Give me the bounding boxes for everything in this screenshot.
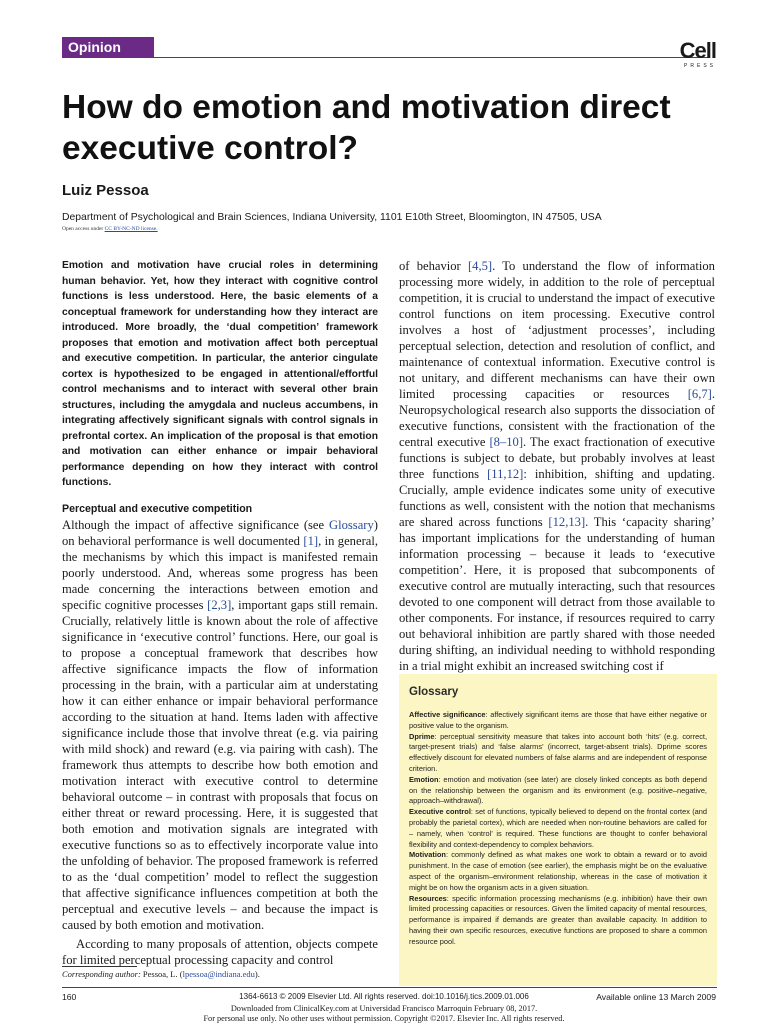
corresponding-author-note	[62, 969, 260, 979]
citation-link[interactable]: [8–10]	[489, 435, 524, 449]
body-paragraph-2: According to many proposals of attention, objects compete for limited perceptual processing capacity and control	[62, 936, 378, 967]
section-tag: Opinion	[62, 37, 154, 58]
text-run: : inhibition, shifting and updating. Crucially, ample evidence indicates some unity of executive functions as well, consistent with the notion that mechanisms are shared across functions	[399, 467, 716, 529]
left-column	[62, 258, 378, 968]
abstract: Emotion and motivation have crucial roles in determining human behavior. Yet, how they interact with cognitive control functions is less understood. Here, the basic elements of a conceptual framework for understanding how they interact are introduced. More broadly, the ‘dual competition’ framework proposes that emotion and motivation affect both perceptual and executive competition. In particular, the anterior cingulate cortex is hypothesized to be engaged in attentional/effortful control mechanisms and to interact with several other brain structures, including the amygdala and nucleus accumbens, in integrating affectively significant signals with control signals in prefrontal cortex. An implication of the proposal is that emotion and motivation can either enhance or impair behavioral performance depending on how they interact with control functions.	[62, 260, 378, 488]
glossary-definition: : perceptual sensitivity measure that takes into account both ‘hits’ (e.g. correct, target-present trials) and ‘false alarms’ (incorrect, target-absent trials). Dprime scores effectively discount for elevated numbers of false alarms and are independent of response criterion.	[409, 731, 707, 773]
citation-link[interactable]: [6,7]	[687, 387, 712, 401]
page-number: 160	[62, 992, 77, 1002]
glossary-box	[399, 674, 717, 986]
text-run: . This ‘capacity sharing’ has important implications for the understanding of human information processing – because it leads to ‘executive competition’. Here, it is proposed that subcomponents of executive control are mutually interacting, such that resources devoted to one component will detract from those available to other components. For instance, if resources required to carry out behavioral inhibition are partly shared with those needed during shifting, an individual needing to withhold responding in a trial might exhibit an increased switching cost if	[399, 515, 715, 673]
citation-link[interactable]: [11,12]	[487, 467, 524, 481]
footer-rule	[62, 987, 717, 988]
glossary-title: Glossary	[409, 686, 459, 698]
open-access-notice	[62, 226, 158, 232]
citation-link[interactable]: [1]	[303, 533, 319, 548]
right-column	[399, 258, 715, 674]
logo-text: Cell	[679, 38, 716, 63]
glossary-item	[409, 807, 707, 850]
glossary-definition: : affectively significant items are those that have either negative or positive value to the organism.	[409, 710, 707, 730]
author-affiliation: Department of Psychological and Brain Sciences, Indiana University, 1101 E10th Street, Bloomington, IN 47505, USA	[62, 212, 602, 223]
text-run: , in general, the mechanisms by which this impact is manifested remain poorly understood. And, whereas some progress has been made concerning the interactions between emotion and specific cognitive processes	[62, 533, 378, 612]
glossary-definition: : commonly defined as what makes one work to obtain a reward or to avoid punishment. In the case of emotion (see earlier), the emphasis might be on the evaluative aspect of the organism–environment relationship, whereas in the case of motivation it might be on how the organism acts in a given situation.	[409, 850, 707, 892]
glossary-item	[409, 894, 707, 948]
download-notice: Downloaded from ClinicalKey.com at Universidad Francisco Marroquin February 08, 2017.	[230, 1004, 538, 1013]
glossary-term: Executive control	[409, 807, 471, 817]
text-run: . To understand the flow of information processing more widely, in addition to the role of perceptual competition, it is crucial to understand the impact of executive control functions on item processing. Executive control involves a host of ‘adjustment processes’, including perceptual selection, detection and resolution of conflict, and maintenance of contextual information. Executive control is not unitary, and different mechanisms can have their own limited processing capacities or resources	[399, 259, 715, 401]
glossary-definition: : specific information processing mechanisms (e.g. inhibition) have their own limited processing capacities or resources. Given the limited capacity of mental resources, performance is impaired if demands are greater than available capacity. In addition to having their own specific resources, executive functions are proposed to share a common resource pool.	[409, 893, 707, 946]
body-paragraph-continued	[399, 258, 715, 674]
article-title: How do emotion and motivation direct executive control?	[62, 89, 671, 167]
doi-line: 1364-6613 © 2009 Elsevier Ltd. All rights reserved. doi:10.1016/j.tics.2009.01.006	[239, 992, 529, 1001]
text-run: , important gaps still remain. Crucially, relatively little is known about the role of affective significance in ‘executive control’ functions. Here, our goal is to propose a conceptual framework that describes how affective significance impacts the flow of information processing in the brain, with a particular aim at understating how it can either enhance or impair behavioral performance according to the situation at hand. Items laden with affective significance include those that involve threat (e.g. via pairing with mild shock) and reward (e.g. via pairing with cash). The framework thus attempts to describe how both emotion and motivation interact with executive control to determine behavioral outcome – in contrast with proposals that focus on either threat or reward processing. Here, it is suggested that both emotion and motivation signals are integrated with executive functions so as to effectively incorporate value into the unfolding of behavior. The proposed framework is referred to as the ‘dual competition’ model to reflect the suggestion that affective significance influences competition at both the perceptual and executive levels – and because the impact is caused by both emotion and motivation.	[62, 597, 378, 932]
online-date: Available online 13 March 2009	[596, 992, 716, 1002]
section-heading: Perceptual and executive competition	[62, 502, 253, 515]
text-run: ) on behavioral performance is well documented	[62, 517, 378, 548]
text-run: of behavior	[399, 259, 468, 273]
glossary-definition: : emotion and motivation (see later) are closely linked concepts as both depend on the relationship between the organism and its environment (e.g. positive–negative, approach–withdrawal).	[409, 774, 707, 806]
glossary-item	[409, 775, 707, 807]
license-link[interactable]: CC BY-NC-ND license.	[104, 226, 158, 232]
corr-label: Corresponding author:	[62, 969, 141, 979]
glossary-term: Motivation	[409, 850, 446, 860]
logo-subtext: PRESS	[684, 63, 716, 69]
glossary-term: Dprime	[409, 731, 435, 741]
email-link[interactable]: lpessoa@indiana.edu	[182, 969, 255, 979]
citation-link[interactable]: [2,3]	[207, 597, 232, 612]
header-rule	[62, 57, 709, 58]
corr-text: Pessoa, L. (	[140, 969, 183, 979]
glossary-definition: : set of functions, typically believed to depend on the frontal cortex (and probably the parietal cortex), which are needed when non-routine behaviors are called for – namely, when ‘control’ is required. These functions are thought to confer behavioral flexibility and context-dependency to complex behaviors.	[409, 807, 707, 849]
glossary-item	[409, 710, 707, 732]
glossary-item	[409, 850, 707, 893]
open-access-prefix: Open access under	[62, 226, 105, 232]
cell-press-logo	[672, 40, 716, 80]
corr-end: ).	[254, 969, 260, 979]
text-run: . The exact fractionation of executive functions is subject to debate, but probably involves at least three functions	[399, 435, 715, 481]
glossary-term: Resources	[409, 893, 447, 903]
glossary-link[interactable]: Glossary	[329, 517, 374, 532]
glossary-term: Affective significance	[409, 710, 486, 719]
citation-link[interactable]: [4,5]	[467, 259, 493, 273]
body-paragraph-1	[62, 517, 378, 933]
footnote-rule	[62, 966, 137, 967]
copyright-notice: For personal use only. No other uses without permission. Copyright ©2017. Elsevier Inc. All rights reserved.	[203, 1014, 565, 1023]
glossary-item	[409, 732, 707, 775]
text-run: . Neuropsychological research also supports the dissociation of executive functions, consistent with the fractionation of the central executive	[399, 387, 715, 449]
citation-link[interactable]: [12,13]	[548, 515, 586, 529]
glossary-term: Emotion	[409, 774, 439, 784]
text-run: Although the impact of affective significance (see	[62, 517, 330, 532]
author-name: Luiz Pessoa	[62, 182, 149, 199]
